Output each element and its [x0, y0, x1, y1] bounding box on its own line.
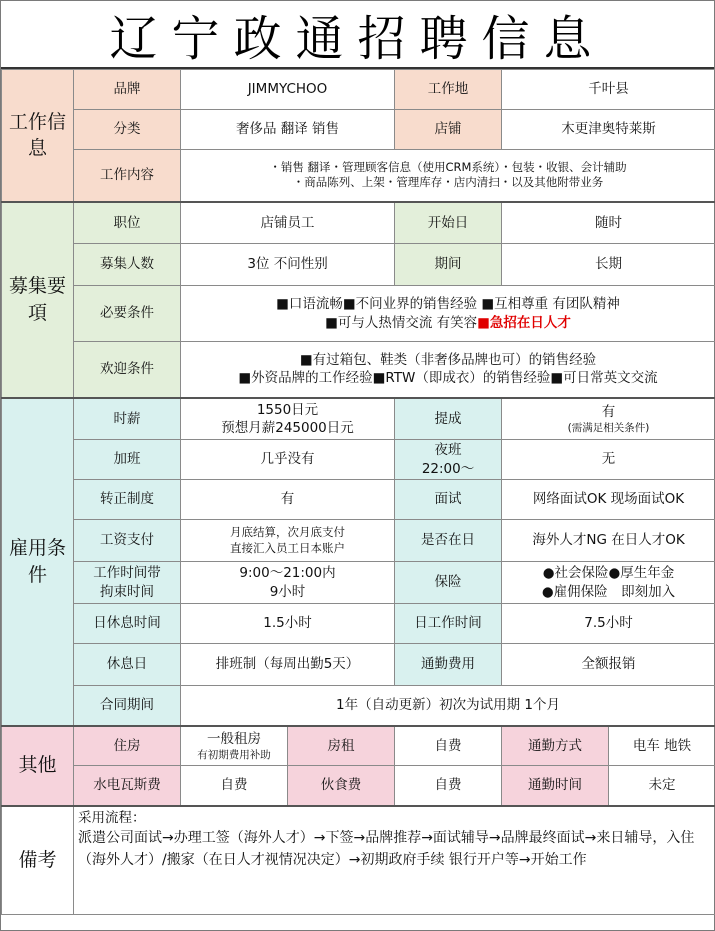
hours-label-line-2: 拘束时间: [100, 583, 154, 600]
position-value: 店铺员工: [181, 202, 395, 244]
period-label: 期间: [395, 244, 502, 286]
meal-label: 伙食费: [288, 766, 395, 806]
store-label: 店铺: [395, 110, 502, 150]
night-label: [395, 440, 502, 480]
section-recruit: [2, 202, 74, 398]
hours-label-line-1: 工作时间带: [93, 565, 161, 582]
pay-line-1: 月底结算，次月底支付: [230, 524, 345, 539]
row-brand: [2, 70, 715, 110]
night-label-line-1: 夜班: [434, 442, 462, 459]
section-employ: [2, 398, 74, 726]
welcome-value: [181, 342, 715, 398]
row-holiday: [2, 644, 715, 686]
probation-label: 转正制度: [74, 480, 181, 520]
housing-value: [181, 726, 288, 766]
location-value: 千叶县: [502, 70, 715, 110]
start-label: 开始日: [395, 202, 502, 244]
location-label: 工作地: [395, 70, 502, 110]
pay-value: [181, 520, 395, 562]
row-pay: [2, 520, 715, 562]
content-line-1: ・销售 翻译・管理顾客信息（使用CRM系统）・包装・收银、会计辅助: [269, 159, 627, 174]
commission-value: [502, 398, 715, 440]
commute-cost-value: 全额报销: [502, 644, 715, 686]
housing-label: 住房: [74, 726, 181, 766]
wage-label: 时薪: [74, 398, 181, 440]
section-notes: [2, 806, 74, 915]
category-value: 奢侈品 翻译 销售: [181, 110, 395, 150]
insurance-line-2: ●雇佣保险 即刻加入: [541, 583, 676, 600]
row-break: [2, 604, 715, 644]
housing-subsidy: 有初期费用补助: [197, 748, 271, 761]
rent-value: 自费: [395, 726, 502, 766]
brand-value: JIMMYCHOO: [181, 70, 395, 110]
page-title: 辽宁政通招聘信息: [109, 10, 606, 67]
section-work: [2, 70, 74, 202]
row-hours: [2, 562, 715, 604]
section-work-label: 工作信息: [8, 110, 66, 160]
overtime-label: 加班: [74, 440, 181, 480]
insurance-line-1: ●社会保险●厚生年金: [542, 565, 675, 582]
urgent-notice: ■急招在日人才: [477, 314, 571, 331]
utility-value: 自费: [181, 766, 288, 806]
required-line-2-text: ■可与人热情交流 有笑容: [325, 314, 478, 331]
row-notes: [2, 806, 715, 915]
category-label: 分类: [74, 110, 181, 150]
contract-value: 1年（自动更新）初次为试用期 1个月: [181, 686, 715, 726]
contract-label: 合同期间: [74, 686, 181, 726]
title-bar: [1, 1, 714, 69]
night-label-line-2: 22:00～: [421, 460, 475, 477]
holiday-label: 休息日: [74, 644, 181, 686]
night-value: 无: [502, 440, 715, 480]
row-contract: [2, 686, 715, 726]
hours-total: 9小时: [269, 583, 306, 600]
commission-text: 有: [601, 403, 616, 420]
info-table: [1, 69, 715, 915]
transport-label: 通勤方式: [502, 726, 609, 766]
row-content: [2, 150, 715, 202]
period-value: 长期: [502, 244, 715, 286]
section-other-label: 其他: [18, 754, 57, 777]
meal-value: 自费: [395, 766, 502, 806]
probation-value: 有: [181, 480, 395, 520]
commute-time-label: 通勤时间: [502, 766, 609, 806]
holiday-value: 排班制（每周出勤5天）: [181, 644, 395, 686]
required-line-1: ■口语流畅■不问业界的销售经验 ■互相尊重 有团队精神: [276, 296, 620, 313]
section-other: [2, 726, 74, 806]
commute-cost-label: 通勤费用: [395, 644, 502, 686]
brand-label: 品牌: [74, 70, 181, 110]
content-value: [181, 150, 715, 202]
row-housing: [2, 726, 715, 766]
break-label: 日休息时间: [74, 604, 181, 644]
count-value: 3位 不问性别: [181, 244, 395, 286]
section-employ-label: 雇用条件: [8, 536, 66, 586]
interview-label: 面试: [395, 480, 502, 520]
content-label: 工作内容: [74, 150, 181, 202]
position-label: 职位: [74, 202, 181, 244]
insurance-label: 保险: [395, 562, 502, 604]
row-required: [2, 286, 715, 342]
welcome-label: 欢迎条件: [74, 342, 181, 398]
rent-label: 房租: [288, 726, 395, 766]
row-wage: [2, 398, 715, 440]
hours-value: [181, 562, 395, 604]
row-welcome: [2, 342, 715, 398]
housing-type: 一般租房: [207, 730, 261, 747]
commission-note: (需满足相关条件): [567, 421, 650, 434]
daily-hours-value: 7.5小时: [502, 604, 715, 644]
notes-line-2: 派遣公司面试→办理工签（海外人才）→下签→品牌推荐→面试辅导→品牌最终面试→来日辅导，入住（海外人才）/搬家（在日人才视情况决定）→初期政府手续 银行开户等→开始工作: [78, 829, 695, 869]
required-label: 必要条件: [74, 286, 181, 342]
welcome-line-2: ■外资品牌的工作经验■RTW（即成衣）的销售经验■可日常英文交流: [238, 370, 658, 387]
daily-hours-label: 日工作时间: [395, 604, 502, 644]
interview-value: 网络面试OK 现场面试OK: [502, 480, 715, 520]
wage-monthly: 预想月薪245000日元: [221, 419, 354, 436]
residence-label: 是否在日: [395, 520, 502, 562]
residence-value: 海外人才NG 在日人才OK: [502, 520, 715, 562]
row-count: [2, 244, 715, 286]
row-utility: [2, 766, 715, 806]
store-value: 木更津奥特莱斯: [502, 110, 715, 150]
start-value: 随时: [502, 202, 715, 244]
commute-time-value: 未定: [609, 766, 715, 806]
content-line-2: ・商品陈列、上架・管理库存・店内清扫・以及其他附带业务: [292, 175, 604, 190]
insurance-value: [502, 562, 715, 604]
welcome-line-1: ■有过箱包、鞋类（非奢侈品牌也可）的销售经验: [299, 352, 597, 369]
row-probation: [2, 480, 715, 520]
transport-value: 电车 地铁: [609, 726, 715, 766]
utility-label: 水电瓦斯费: [74, 766, 181, 806]
row-category: [2, 110, 715, 150]
break-value: 1.5小时: [181, 604, 395, 644]
pay-label: 工资支付: [74, 520, 181, 562]
count-label: 募集人数: [74, 244, 181, 286]
required-value: [181, 286, 715, 342]
section-recruit-label: 募集要項: [8, 274, 66, 324]
hours-label: [74, 562, 181, 604]
hours-range: 9:00～21:00内: [239, 565, 336, 582]
wage-hourly: 1550日元: [256, 401, 319, 418]
overtime-value: 几乎没有: [181, 440, 395, 480]
wage-value: [181, 398, 395, 440]
row-overtime: [2, 440, 715, 480]
pay-line-2: 直接汇入员工日本账户: [230, 540, 345, 555]
notes-value: [74, 806, 715, 915]
required-line-2: [183, 314, 713, 332]
commission-label: 提成: [395, 398, 502, 440]
notes-line-1: 采用流程：: [78, 809, 146, 826]
row-position: [2, 202, 715, 244]
section-notes-label: 備考: [18, 848, 57, 871]
